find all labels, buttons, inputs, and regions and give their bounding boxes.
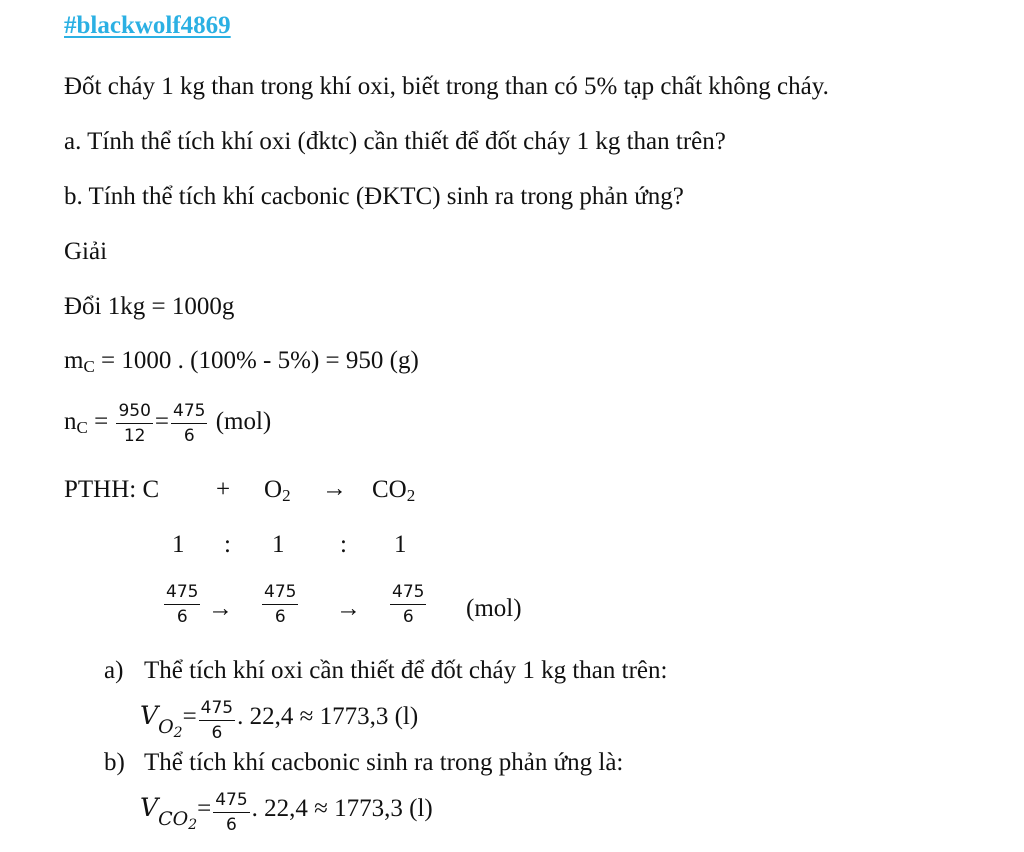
mass-expression: = 1000 . (100% - 5%) = 950 (g) <box>94 347 419 374</box>
fraction-numerator: 475 <box>262 582 298 605</box>
mol-unit: (mol) <box>466 595 522 622</box>
moles-fraction-2 <box>171 401 207 446</box>
answer-b-formula <box>140 782 433 851</box>
volume-symbol: V <box>140 701 159 730</box>
reaction-arrow: → <box>322 475 347 502</box>
co2-symbol: CO <box>372 476 407 503</box>
carbon-mass-line <box>64 346 419 382</box>
ratio-co2: 1 <box>394 531 407 558</box>
answer-a-label: a) <box>104 657 124 684</box>
equation-label: PTHH: C <box>64 476 160 503</box>
volume-fraction <box>213 790 249 835</box>
author-tag: #blackwolf4869 <box>64 12 231 39</box>
answer-b-text: Thể tích khí cacbonic sinh ra trong phản ứng là: <box>144 749 624 776</box>
volume-subscript-number: 2 <box>173 725 183 741</box>
solution-heading: Giải <box>64 238 108 265</box>
mol-arrow-2: → <box>336 595 361 622</box>
fraction-numerator: 950 <box>116 401 152 424</box>
moles-equals-1: = <box>87 408 109 435</box>
oxygen-symbol: O <box>264 476 283 503</box>
fraction-denominator: 6 <box>211 722 223 743</box>
moles-subscript: C <box>76 418 88 437</box>
moles-fraction-1 <box>116 401 152 446</box>
fraction-numerator: 475 <box>213 790 249 813</box>
volume-subscript-number: 2 <box>188 817 198 833</box>
volume-result: . 22,4 ≈ 1773,3 (l) <box>251 795 433 822</box>
volume-equals: = <box>197 795 212 822</box>
problem-part-a: a. Tính thể tích khí oxi (đktc) cần thiết để đốt cháy 1 kg than trên? <box>64 128 726 155</box>
fraction-denominator: 6 <box>402 607 414 627</box>
mol-co2 <box>388 582 428 627</box>
mol-fraction <box>164 582 200 627</box>
answer-a-text: Thể tích khí oxi cần thiết để đốt cháy 1 kg than trên: <box>144 657 668 684</box>
fraction-denominator: 12 <box>123 425 146 446</box>
carbon-moles-line <box>64 395 271 455</box>
volume-subscript-letters: CO <box>158 808 189 830</box>
oxygen-subscript: 2 <box>282 486 291 505</box>
mol-carbon <box>162 582 202 627</box>
fraction-denominator: 6 <box>226 814 237 835</box>
ratio-separator-2: : <box>340 531 347 558</box>
fraction-numerator: 475 <box>390 582 426 605</box>
unit-conversion: Đổi 1kg = 1000g <box>64 293 235 320</box>
equation-plus: + <box>216 476 231 503</box>
volume-equals: = <box>182 703 197 730</box>
problem-intro: Đốt cháy 1 kg than trong khí oxi, biết trong than có 5% tạp chất không cháy. <box>64 73 829 100</box>
oxygen-formula <box>264 475 291 511</box>
mol-fraction <box>262 582 298 627</box>
answer-b-label: b) <box>104 749 125 776</box>
mass-subscript: C <box>83 357 95 376</box>
volume-result: . 22,4 ≈ 1773,3 (l) <box>237 703 419 730</box>
fraction-numerator: 475 <box>164 582 200 605</box>
fraction-numerator: 475 <box>171 401 207 424</box>
fraction-numerator: 475 <box>199 698 235 721</box>
moles-unit: (mol) <box>209 408 272 435</box>
ratio-carbon: 1 <box>172 531 185 558</box>
co2-subscript: 2 <box>406 486 416 505</box>
volume-symbol: V <box>140 793 159 822</box>
co2-formula <box>372 475 415 511</box>
volume-subscript <box>158 716 183 741</box>
mol-fraction <box>390 582 426 627</box>
fraction-denominator: 6 <box>176 607 188 627</box>
volume-subscript <box>158 808 198 833</box>
moles-equals-2: = <box>154 408 170 435</box>
ratio-oxygen: 1 <box>272 531 285 558</box>
problem-part-b: b. Tính thể tích khí cacbonic (ĐKTC) sinh ra trong phản ứng? <box>64 183 684 210</box>
fraction-denominator: 6 <box>183 425 195 446</box>
fraction-denominator: 6 <box>274 607 286 627</box>
mol-oxygen <box>260 582 300 627</box>
mol-arrow-1: → <box>208 595 233 622</box>
ratio-separator-1: : <box>224 531 231 558</box>
moles-symbol: n <box>64 408 77 435</box>
volume-subscript-letter: O <box>158 716 174 738</box>
volume-fraction <box>199 698 235 743</box>
mass-symbol: m <box>64 347 84 374</box>
